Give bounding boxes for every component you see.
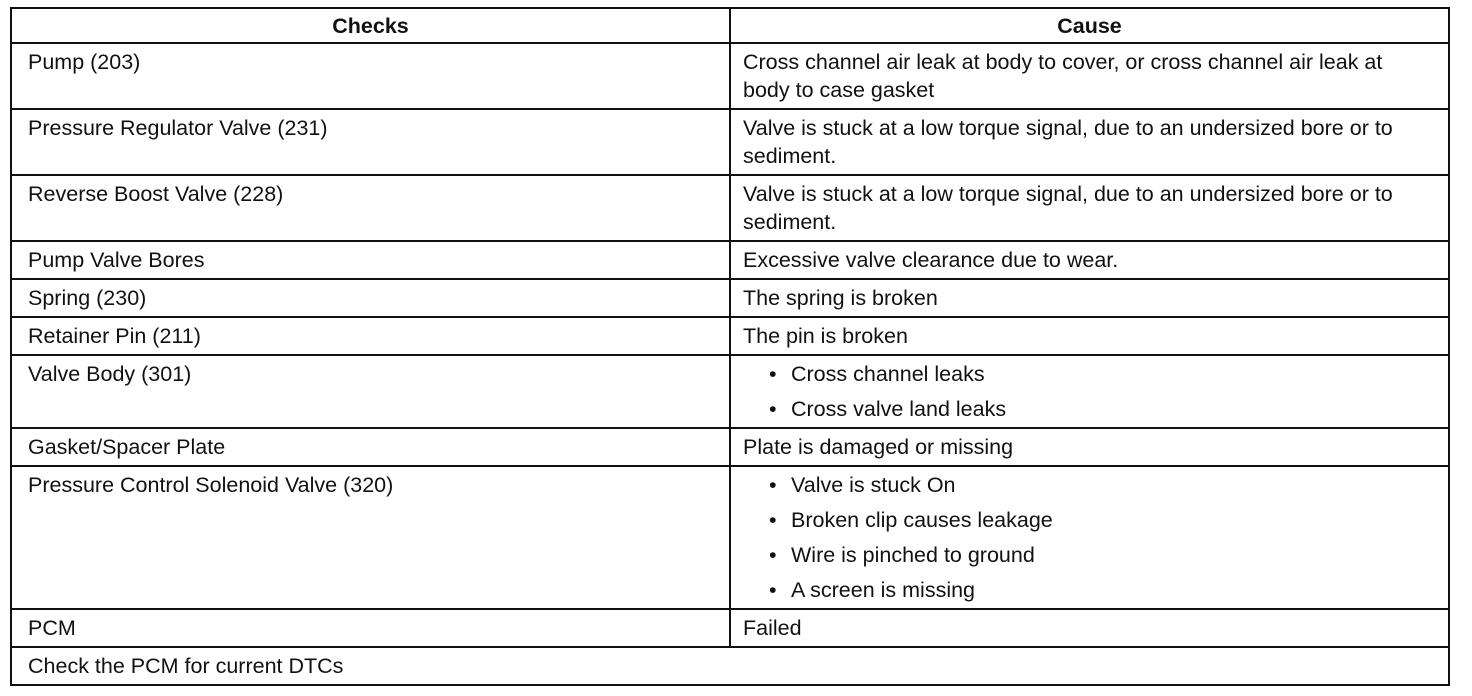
- cause-bullet-item: [765, 395, 1434, 423]
- cause-bullet-item: [765, 541, 1434, 569]
- bullet-icon: •: [769, 362, 777, 386]
- check-cell: Pump Valve Bores: [11, 241, 730, 279]
- cause-bullet-item: [765, 360, 1434, 388]
- check-cell: Retainer Pin (211): [11, 317, 730, 355]
- cause-cell: Valve is stuck at a low torque signal, due to an undersized bore or to sediment.: [730, 175, 1449, 241]
- table-header-row: [11, 8, 1449, 43]
- cause-bullet-item: [765, 506, 1434, 534]
- cause-cell: Valve is stuck at a low torque signal, due to an undersized bore or to sediment.: [730, 109, 1449, 175]
- bullet-icon: •: [769, 543, 777, 567]
- check-cell: Spring (230): [11, 279, 730, 317]
- bullet-icon: •: [769, 578, 777, 602]
- cause-bullet-list: [743, 360, 1434, 423]
- bullet-icon: •: [769, 397, 777, 421]
- document-page: [10, 7, 1448, 686]
- cause-bullet-text: Broken clip causes leakage: [791, 508, 1053, 532]
- cause-cell: The spring is broken: [730, 279, 1449, 317]
- cause-bullet-item: [765, 471, 1434, 499]
- table-row: [11, 43, 1449, 109]
- footer-note-cell: Check the PCM for current DTCs: [11, 647, 1449, 685]
- table-row: [11, 241, 1449, 279]
- column-header-checks: Checks: [11, 8, 730, 43]
- table-row: [11, 279, 1449, 317]
- cause-bullet-text: A screen is missing: [791, 578, 976, 602]
- cause-bullet-text: Cross valve land leaks: [791, 397, 1007, 421]
- table-row: [11, 109, 1449, 175]
- cause-cell: Failed: [730, 609, 1449, 647]
- bullet-icon: •: [769, 473, 777, 497]
- check-cell: Pump (203): [11, 43, 730, 109]
- cause-bullet-list: [743, 471, 1434, 604]
- check-cell: Valve Body (301): [11, 355, 730, 428]
- cause-cell: [730, 466, 1449, 609]
- table-row: [11, 609, 1449, 647]
- table-row: [11, 317, 1449, 355]
- column-header-cause: Cause: [730, 8, 1449, 43]
- check-cell: PCM: [11, 609, 730, 647]
- cause-bullet-text: Valve is stuck On: [791, 473, 956, 497]
- cause-cell: Plate is damaged or missing: [730, 428, 1449, 466]
- checks-cause-table: [10, 7, 1450, 686]
- check-cell: Pressure Control Solenoid Valve (320): [11, 466, 730, 609]
- cause-cell: Excessive valve clearance due to wear.: [730, 241, 1449, 279]
- cause-bullet-item: [765, 576, 1434, 604]
- table-row: [11, 428, 1449, 466]
- table-row: [11, 355, 1449, 428]
- table-footer-row: [11, 647, 1449, 685]
- check-cell: Pressure Regulator Valve (231): [11, 109, 730, 175]
- cause-cell: Cross channel air leak at body to cover, or cross channel air leak at body to case gasket: [730, 43, 1449, 109]
- check-cell: Reverse Boost Valve (228): [11, 175, 730, 241]
- bullet-icon: •: [769, 508, 777, 532]
- cause-bullet-text: Cross channel leaks: [791, 362, 985, 386]
- check-cell: Gasket/Spacer Plate: [11, 428, 730, 466]
- table-row: [11, 175, 1449, 241]
- cause-cell: [730, 355, 1449, 428]
- cause-cell: The pin is broken: [730, 317, 1449, 355]
- cause-bullet-text: Wire is pinched to ground: [791, 543, 1035, 567]
- table-row: [11, 466, 1449, 609]
